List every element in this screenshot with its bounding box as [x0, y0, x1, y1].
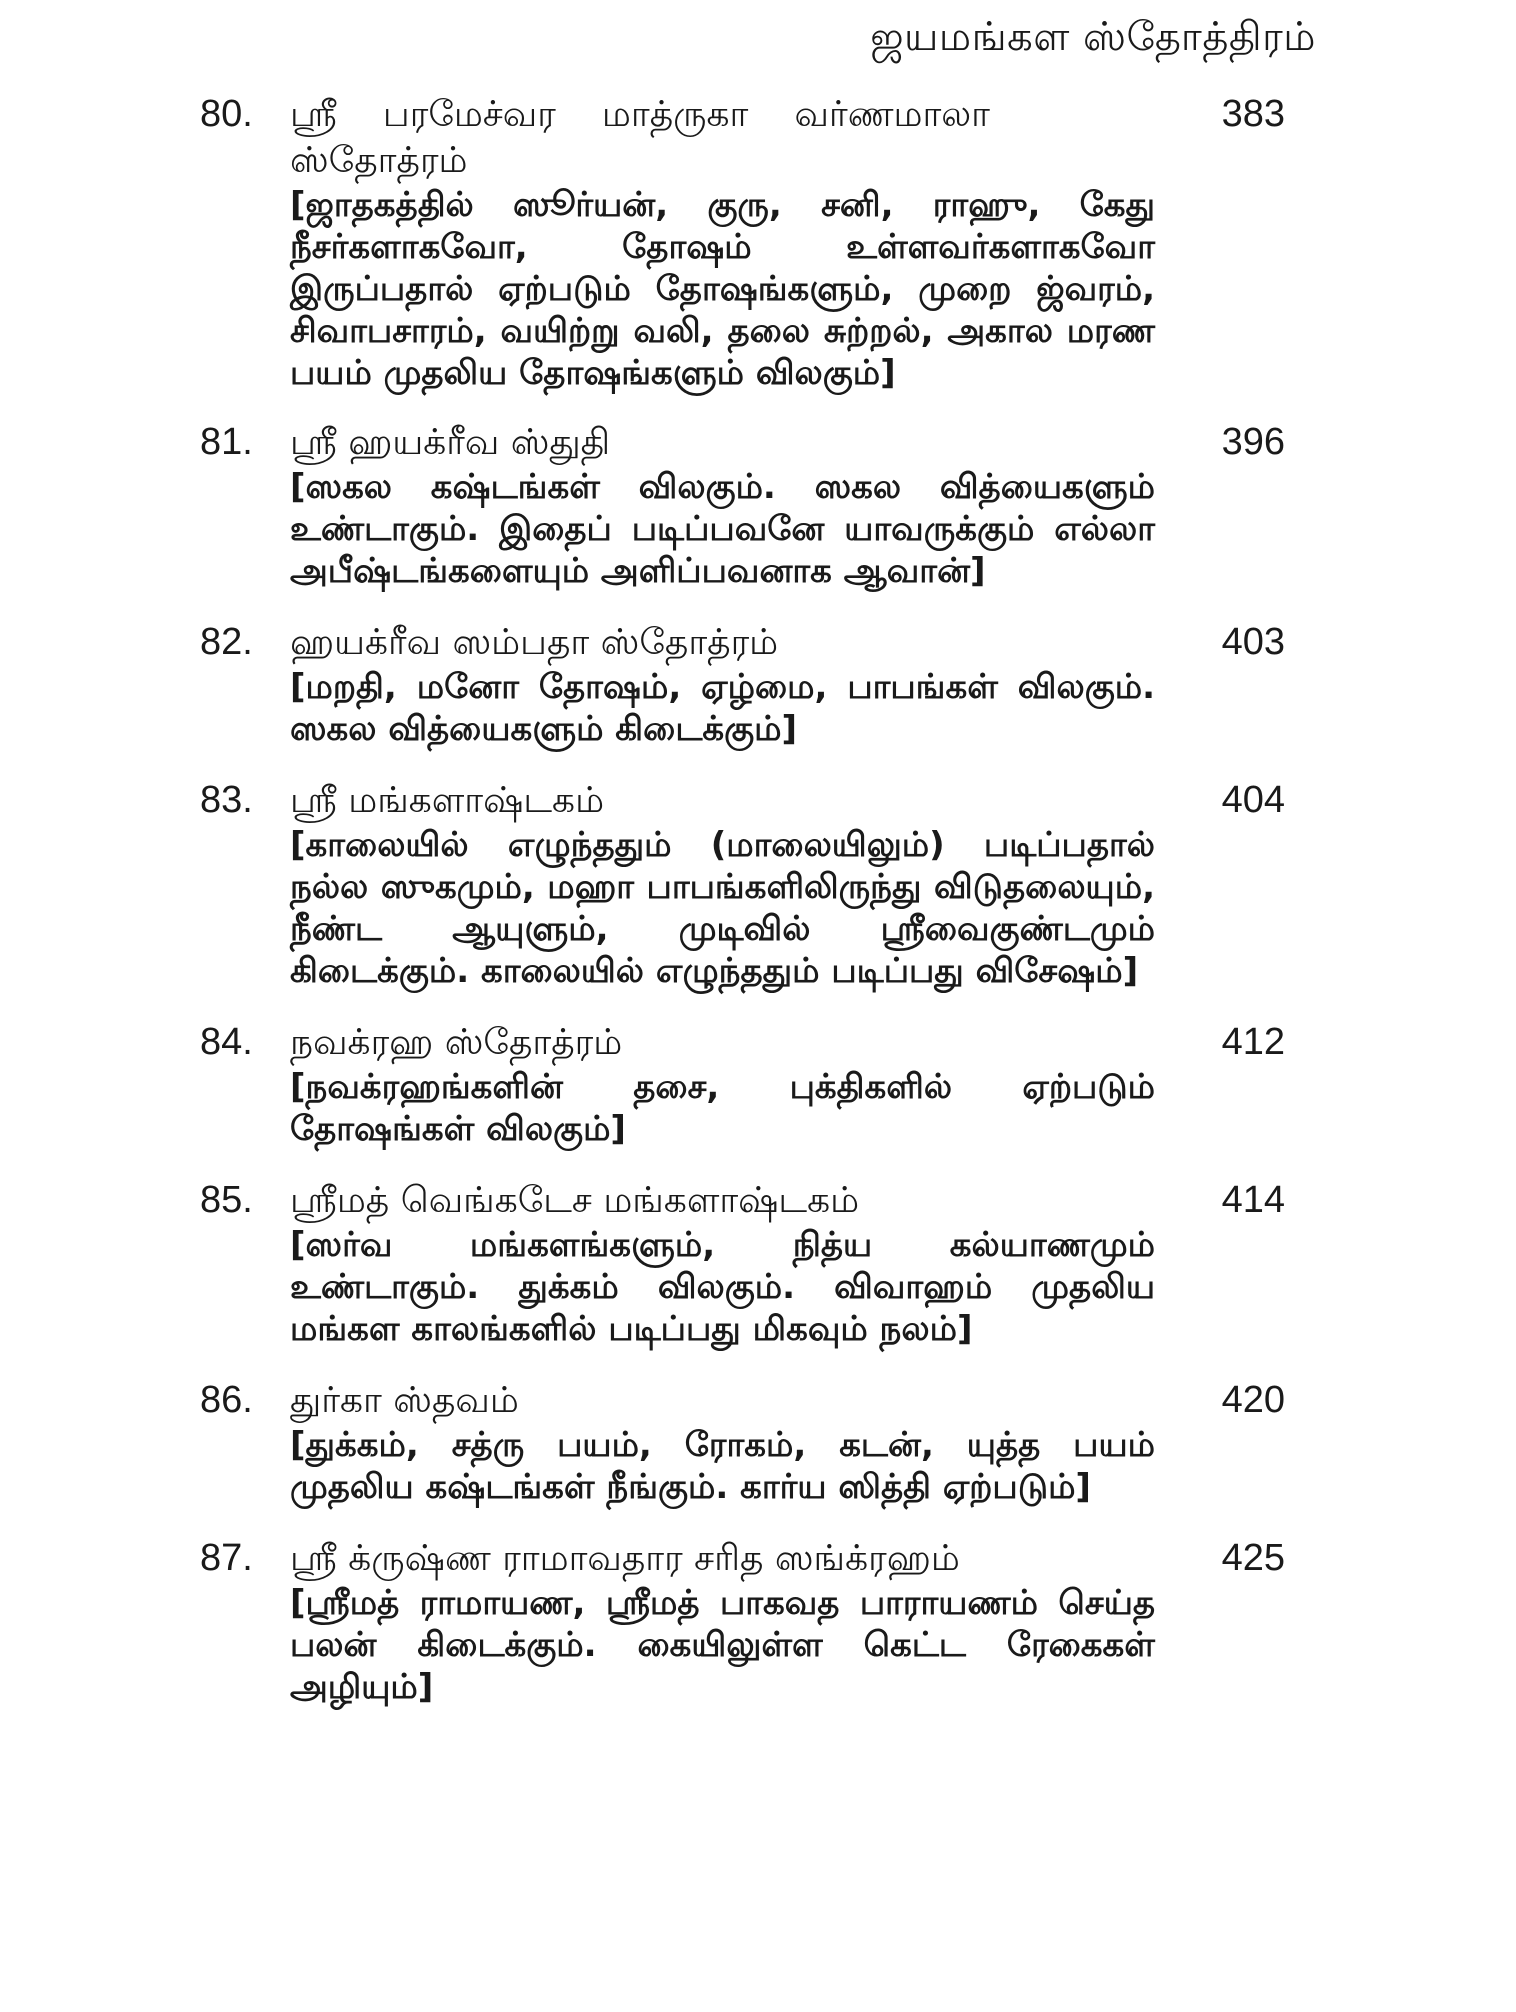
entry-description: [ஸ்ரீமத் ராமாயண, ஸ்ரீமத் பாகவத பாராயணம் செய்த பலன் கிடைக்கும். கையிலுள்ள கெட்ட ரேகைகள் அழியும்] [290, 1583, 1155, 1707]
entry-number: 85. [200, 1179, 253, 1221]
toc-entry-86 [200, 1378, 1285, 1508]
entry-title: ஸ்ரீ மங்களாஷ்டகம் [290, 780, 605, 821]
entry-header [200, 92, 1285, 184]
entry-page: 412 [1221, 1021, 1285, 1063]
table-of-contents [200, 92, 1285, 1736]
toc-entry-80 [200, 92, 1285, 394]
entry-header [200, 778, 1285, 824]
entry-number: 87. [200, 1537, 253, 1579]
toc-entry-87 [200, 1536, 1285, 1708]
entry-number: 83. [200, 779, 253, 821]
entry-page: 383 [1221, 93, 1285, 135]
entry-number: 82. [200, 621, 253, 663]
entry-description: [ஸகல கஷ்டங்கள் விலகும். ஸகல வித்யைகளும் உண்டாகும். இதைப் படிப்பவனே யாவருக்கும் எல்லா அபீஷ்டங்களையும் அளிப்பவனாக ஆவான்] [290, 467, 1155, 591]
entry-title: துர்கா ஸ்தவம் [290, 1380, 519, 1421]
entry-title: ஸ்ரீமத் வெங்கடேச மங்களாஷ்டகம் [290, 1180, 860, 1221]
toc-entry-85 [200, 1178, 1285, 1350]
entry-description: [ஜாதகத்தில் ஸூர்யன், குரு, சனி, ராஹு, கேது நீசர்களாகவோ, தோஷம் உள்ளவர்களாகவோ இருப்பதால் ஏற்படும் தோஷங்களும், முறை ஜ்வரம், சிவாபசாரம், வயிற்று வலி, தலை சுற்றல், அகால மரண பயம் முதலிய தோஷங்களும் விலகும்] [290, 185, 1155, 393]
entry-title: ஸ்ரீ ஹயக்ரீவ ஸ்துதி [290, 422, 611, 463]
toc-entry-84 [200, 1020, 1285, 1150]
entry-number: 80. [200, 93, 253, 135]
entry-page: 396 [1221, 421, 1285, 463]
toc-entry-82 [200, 620, 1285, 750]
entry-header [200, 420, 1285, 466]
entry-number: 86. [200, 1379, 253, 1421]
entry-header [200, 620, 1285, 666]
entry-header [200, 1020, 1285, 1066]
entry-page: 420 [1221, 1379, 1285, 1421]
entry-number: 81. [200, 421, 253, 463]
entry-description: [நவக்ரஹங்களின் தசை, புக்திகளில் ஏற்படும் தோஷங்கள் விலகும்] [290, 1067, 1155, 1149]
entry-page: 404 [1221, 779, 1285, 821]
entry-page: 414 [1221, 1179, 1285, 1221]
entry-header [200, 1378, 1285, 1424]
entry-description: [துக்கம், சத்ரு பயம், ரோகம், கடன், யுத்த பயம் முதலிய கஷ்டங்கள் நீங்கும். கார்ய ஸித்தி ஏற்படும்] [290, 1425, 1155, 1507]
toc-entry-83 [200, 778, 1285, 992]
entry-title: நவக்ரஹ ஸ்தோத்ரம் [290, 1022, 623, 1063]
toc-entry-81 [200, 420, 1285, 592]
entry-description: [ஸர்வ மங்களங்களும், நித்ய கல்யாணமும் உண்டாகும். துக்கம் விலகும். விவாஹம் முதலிய மங்கள காலங்களில் படிப்பது மிகவும் நலம்] [290, 1225, 1155, 1349]
entry-description: [காலையில் எழுந்ததும் (மாலையிலும்) படிப்பதால் நல்ல ஸுகமும், மஹா பாபங்களிலிருந்து விடுதலையும், நீண்ட ஆயுளும், முடிவில் ஸ்ரீவைகுண்டமும் கிடைக்கும். காலையில் எழுந்ததும் படிப்பது விசேஷம்] [290, 825, 1155, 991]
entry-title: ஸ்ரீ க்ருஷ்ண ராமாவதார சரித ஸங்க்ரஹம் [290, 1538, 960, 1579]
entry-page: 425 [1221, 1537, 1285, 1579]
entry-title: ஸ்ரீ பரமேச்வர மாத்ருகா வர்ணமாலா ஸ்தோத்ரம் [290, 94, 990, 181]
entry-header [200, 1536, 1285, 1582]
entry-number: 84. [200, 1021, 253, 1063]
entry-title: ஹயக்ரீவ ஸம்பதா ஸ்தோத்ரம் [290, 622, 779, 663]
entry-page: 403 [1221, 621, 1285, 663]
entry-description: [மறதி, மனோ தோஷம், ஏழ்மை, பாபங்கள் விலகும். ஸகல வித்யைகளும் கிடைக்கும்] [290, 667, 1155, 749]
running-head: ஜயமங்கள ஸ்தோத்திரம் [870, 14, 1316, 60]
entry-header [200, 1178, 1285, 1224]
